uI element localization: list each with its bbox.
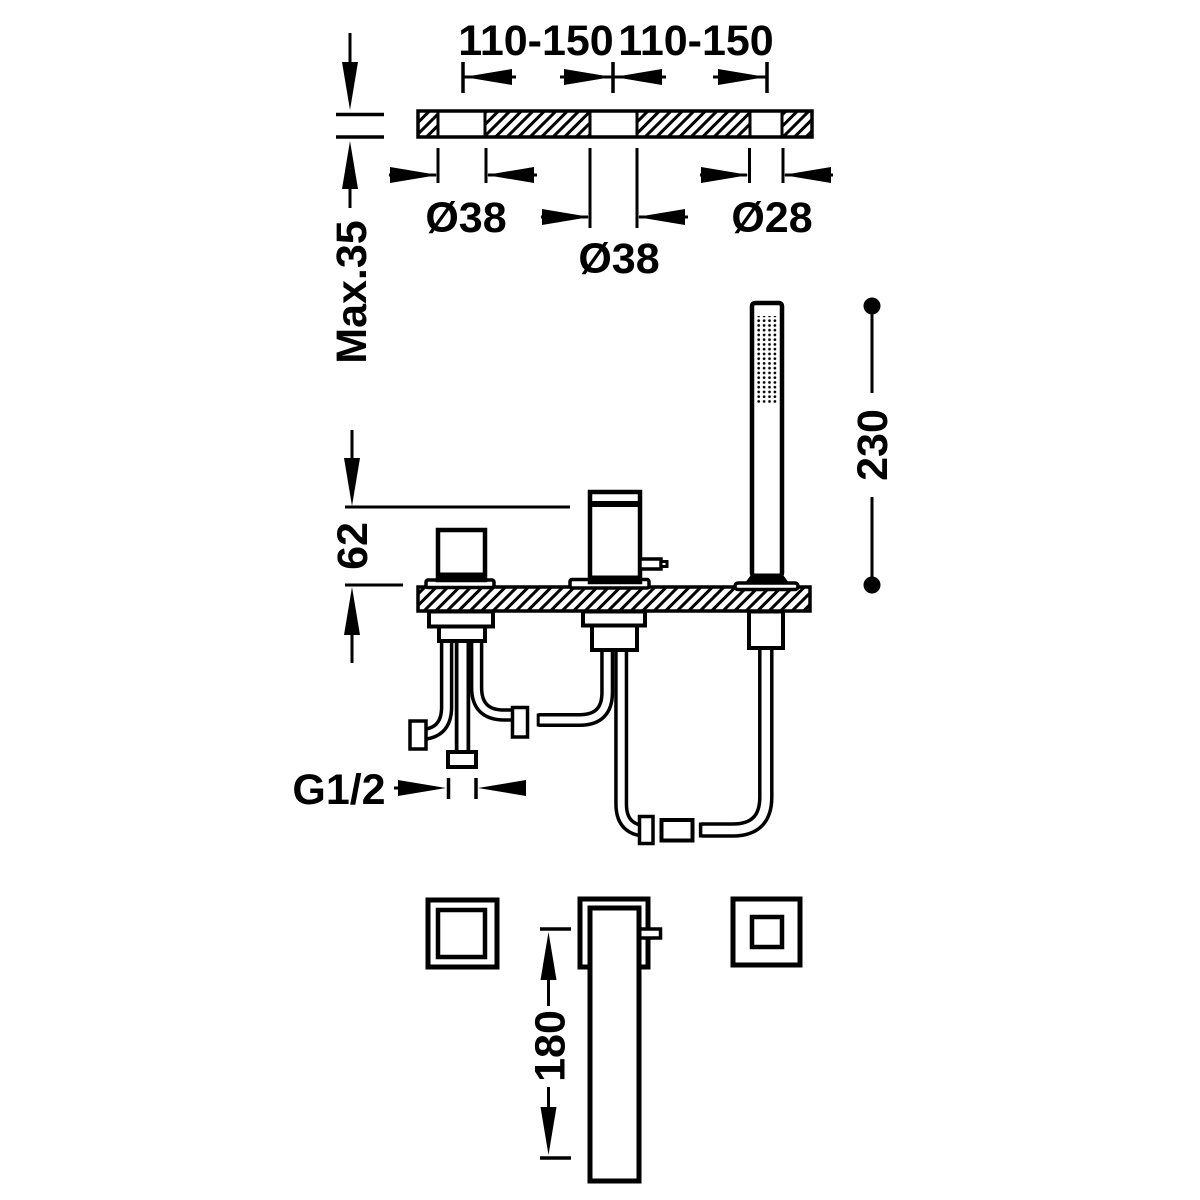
arrowhead-right (564, 69, 612, 85)
arrowhead-right (390, 167, 438, 183)
dim-label-180: 180 (526, 1010, 575, 1082)
dim-label-span-right: 110-150 (618, 17, 774, 65)
left-valve-mounting-nut (429, 612, 493, 627)
handle-front (438, 910, 485, 957)
left-inlet-fitting (410, 721, 426, 749)
dim-label-hole-center: Ø38 (578, 235, 660, 283)
dim-label-g12: G1/2 (292, 766, 386, 814)
handshower-outlet-shank (749, 612, 783, 649)
side-view-mixer (292, 298, 897, 844)
arrowhead-left (637, 209, 685, 225)
dim-label-230: 230 (849, 409, 898, 481)
arrowhead-right (542, 209, 590, 225)
handshower-holder-plate (735, 583, 798, 590)
dim-label-span-left: 110-150 (458, 17, 614, 65)
hose-elbow-fitting (640, 817, 654, 844)
arrowhead-up (342, 141, 358, 189)
arrowhead-right (718, 69, 766, 85)
arrowhead-left (464, 69, 512, 85)
diverter-knob-side (640, 559, 661, 569)
arrowhead-up (541, 932, 557, 980)
arrowhead-left (783, 167, 831, 183)
deck-bar (418, 111, 812, 137)
dimension-hole-spacing (458, 17, 773, 93)
dimension-thread-g12 (292, 766, 526, 814)
left-valve-stud-end (448, 752, 476, 767)
right-inlet-fitting (513, 708, 528, 738)
arrowhead-down (541, 1107, 557, 1155)
spout-column-front (590, 908, 639, 1181)
dimension-handshower-height-230 (849, 298, 897, 594)
dim-label-62: 62 (329, 522, 378, 570)
spout-cap-band (592, 501, 638, 507)
dimension-max-deck-thickness (328, 33, 384, 364)
arrowhead-down (342, 62, 358, 110)
spout-mounting-nut (583, 612, 645, 626)
spout-shank (592, 626, 637, 651)
deck-hatch-segment (418, 111, 438, 137)
spout-bottom-band (592, 576, 638, 583)
below-deck-pipework (410, 612, 783, 844)
arrowhead-right (701, 167, 749, 183)
deck-hatch-segment (485, 111, 590, 137)
dimension-spout-length-180 (527, 929, 575, 1158)
arrowhead-left (486, 167, 534, 183)
arrowhead-left (478, 780, 526, 796)
handle-bottom-band (440, 573, 483, 580)
dim-dot-bottom (864, 577, 881, 594)
hose-coupling-nut (662, 820, 693, 841)
deck-hatch-segment (637, 111, 750, 137)
diverter-knob-front (639, 929, 661, 938)
dimension-hole-diameters (389, 148, 833, 283)
diverter-knob-tip (661, 562, 667, 567)
left-valve-shank (439, 627, 485, 642)
arrowhead-right (398, 780, 446, 796)
arrowhead-down (344, 458, 360, 506)
deck-hatch-segment (782, 111, 812, 137)
handshower-spray-face (757, 316, 778, 404)
dim-label-hole-right: Ø28 (731, 194, 813, 242)
arrowhead-left (614, 69, 662, 85)
dim-label-hole-left: Ø38 (425, 194, 507, 242)
dim-label-deck-thickness: Max.35 (328, 220, 377, 364)
arrowhead-up (344, 587, 360, 635)
above-deck-bodies (426, 303, 798, 590)
handshower-socket-front (752, 917, 782, 947)
front-view (428, 899, 800, 1181)
